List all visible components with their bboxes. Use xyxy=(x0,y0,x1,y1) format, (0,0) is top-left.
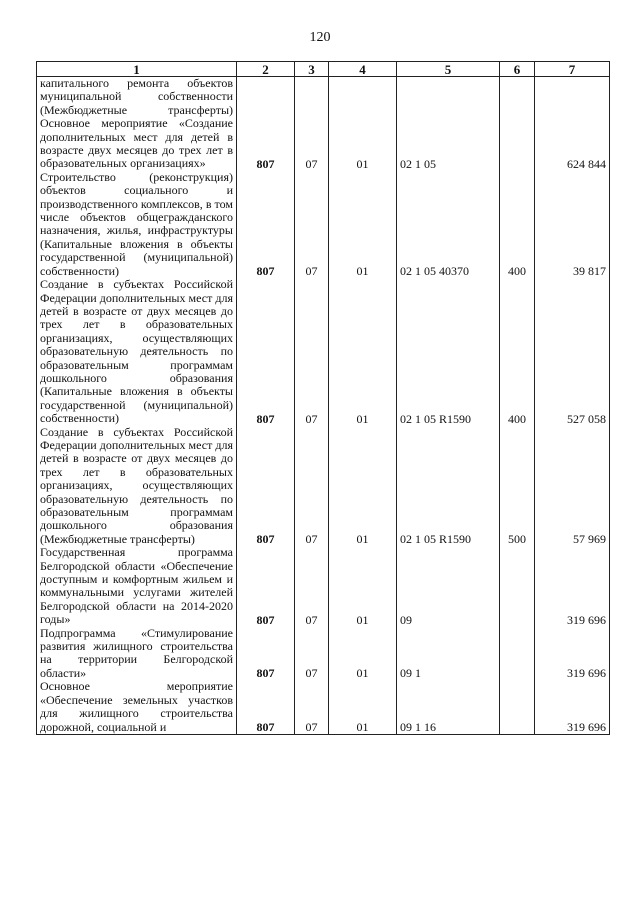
row-section: 07 xyxy=(295,546,329,626)
row-subsection: 01 xyxy=(329,426,397,547)
table-row xyxy=(37,627,610,681)
row-section: 07 xyxy=(295,680,329,734)
row-expense-type: 400 xyxy=(500,278,535,425)
row-description: Строительство (реконструкция) объектов социального и производственного комплексов, в том числе объектов общегражданского назначения, жилья, инфраструктуры (Капитальные вложения в объекты государственной (муниципальной) собственности) xyxy=(37,171,237,278)
row-amount: 57 969 xyxy=(535,426,610,547)
table-row xyxy=(37,77,610,171)
row-amount: 527 058 xyxy=(535,278,610,425)
row-expense-type xyxy=(500,546,535,626)
row-expense-type xyxy=(500,627,535,681)
row-target-article: 09 xyxy=(397,546,500,626)
header-col-6: 6 xyxy=(500,62,535,77)
row-description: Основное мероприятие «Обеспечение земельных участков для жилищного строительства дорожной, социальной и xyxy=(37,680,237,734)
page-number: 120 xyxy=(309,30,331,45)
row-ministry-code: 807 xyxy=(237,627,295,681)
row-section: 07 xyxy=(295,278,329,425)
header-col-7: 7 xyxy=(535,62,610,77)
row-target-article: 02 1 05 40370 xyxy=(397,171,500,278)
row-subsection: 01 xyxy=(329,546,397,626)
row-target-article: 02 1 05 xyxy=(397,77,500,171)
row-ministry-code: 807 xyxy=(237,77,295,171)
row-amount: 39 817 xyxy=(535,171,610,278)
row-target-article: 02 1 05 R1590 xyxy=(397,426,500,547)
budget-table xyxy=(36,61,610,735)
row-expense-type: 500 xyxy=(500,426,535,547)
row-subsection: 01 xyxy=(329,680,397,734)
table-row xyxy=(37,546,610,626)
row-expense-type: 400 xyxy=(500,171,535,278)
row-subsection: 01 xyxy=(329,77,397,171)
table-row xyxy=(37,680,610,734)
row-description: Подпрограмма «Стимулирование развития жилищного строительства на территории Белгородской области» xyxy=(37,627,237,681)
row-section: 07 xyxy=(295,77,329,171)
header-col-1: 1 xyxy=(37,62,237,77)
row-expense-type xyxy=(500,77,535,171)
row-expense-type xyxy=(500,680,535,734)
row-amount: 319 696 xyxy=(535,546,610,626)
row-section: 07 xyxy=(295,171,329,278)
row-target-article: 09 1 16 xyxy=(397,680,500,734)
row-ministry-code: 807 xyxy=(237,546,295,626)
row-description: Создание в субъектах Российской Федерации дополнительных мест для детей в возрасте от двух месяцев до трех лет в образовательных организациях, осуществляющих образовательную деятельность по образовательным программам дошкольного образования (Межбюджетные трансферты) xyxy=(37,426,237,547)
table-row xyxy=(37,171,610,278)
row-description: Государственная программа Белгородской области «Обеспечение доступным и комфортным жильем и коммунальными услугами жителей Белгородской области на 2014-2020 годы» xyxy=(37,546,237,626)
row-amount: 319 696 xyxy=(535,680,610,734)
row-target-article: 09 1 xyxy=(397,627,500,681)
header-col-4: 4 xyxy=(329,62,397,77)
header-col-5: 5 xyxy=(397,62,500,77)
header-col-3: 3 xyxy=(295,62,329,77)
row-amount: 624 844 xyxy=(535,77,610,171)
row-subsection: 01 xyxy=(329,171,397,278)
row-subsection: 01 xyxy=(329,278,397,425)
row-target-article: 02 1 05 R1590 xyxy=(397,278,500,425)
row-description: капитального ремонта объектов муниципальной собственности (Межбюджетные трансферты) Основное мероприятие «Создание дополнительных мест для детей в возрасте двух месяцев до трех лет в образовательных организациях» xyxy=(37,77,237,171)
row-section: 07 xyxy=(295,627,329,681)
header-row xyxy=(37,62,610,77)
row-ministry-code: 807 xyxy=(237,278,295,425)
row-section: 07 xyxy=(295,426,329,547)
row-amount: 319 696 xyxy=(535,627,610,681)
row-ministry-code: 807 xyxy=(237,426,295,547)
table-row xyxy=(37,278,610,425)
row-description: Создание в субъектах Российской Федерации дополнительных мест для детей в возрасте от двух месяцев до трех лет в образовательных организациях, осуществляющих образовательную деятельность по образовательным программам дошкольного образования (Капитальные вложения в объекты государственной (муниципальной) собственности) xyxy=(37,278,237,425)
row-ministry-code: 807 xyxy=(237,680,295,734)
row-ministry-code: 807 xyxy=(237,171,295,278)
header-col-2: 2 xyxy=(237,62,295,77)
table-row xyxy=(37,426,610,547)
row-subsection: 01 xyxy=(329,627,397,681)
